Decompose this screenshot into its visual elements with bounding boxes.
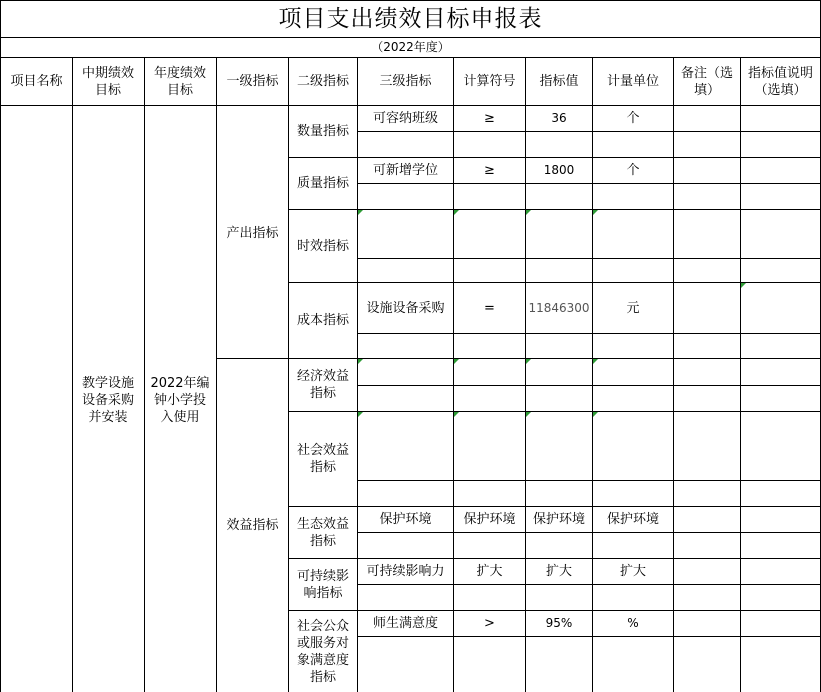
level2-social: 社会效益指标 — [296, 443, 349, 475]
ecological-symbol: 保护环境 — [463, 512, 516, 527]
quality-symbol: ≥ — [484, 163, 495, 178]
ecological-indicator: 保护环境 — [379, 512, 432, 527]
level2-ecological: 生态效益指标 — [296, 516, 349, 549]
cell-marker — [454, 359, 459, 364]
ecological-unit: 保护环境 — [606, 512, 659, 527]
cell-marker — [741, 283, 746, 288]
header-value: 指标值 — [539, 74, 579, 89]
mid-target-cell: 教学设施设备采购并安装 — [81, 375, 134, 425]
cell-marker — [593, 359, 598, 364]
cell-marker — [358, 412, 363, 417]
quantity-indicator: 可容纳班级 — [372, 111, 438, 126]
header-annual-target: 年度绩效目标 — [153, 65, 206, 98]
year-label: （2022年度） — [371, 40, 450, 54]
level2-timeliness: 时效指标 — [296, 238, 349, 254]
cost-symbol: = — [484, 300, 495, 316]
cost-unit: 元 — [626, 300, 640, 316]
ecological-value: 保护环境 — [532, 512, 585, 527]
cell-marker — [358, 359, 363, 364]
cell-marker — [593, 210, 598, 215]
cost-indicator: 设施设备采购 — [366, 300, 445, 316]
satisfaction-symbol: > — [484, 616, 495, 631]
annual-target-cell: 2022年编钟小学投入使用 — [150, 375, 210, 425]
cell-marker — [358, 210, 363, 215]
cell-marker — [593, 412, 598, 417]
cell-marker — [454, 210, 459, 215]
quantity-unit: 个 — [626, 111, 640, 126]
level2-quality: 质量指标 — [296, 176, 349, 191]
header-unit: 计量单位 — [606, 74, 659, 89]
header-mid-target: 中期绩效目标 — [81, 65, 134, 98]
level2-economic: 经济效益指标 — [296, 369, 349, 401]
header-level3: 三级指标 — [379, 74, 432, 89]
header-remark: 备注（选填） — [680, 65, 733, 98]
quantity-symbol: ≥ — [484, 111, 495, 126]
level2-satisfaction: 社会公众或服务对象满意度指标 — [296, 619, 349, 685]
level2-quantity: 数量指标 — [296, 124, 349, 139]
satisfaction-indicator: 师生满意度 — [372, 616, 438, 631]
cost-value: 11846300 — [528, 300, 590, 315]
quantity-value: 36 — [551, 111, 567, 125]
quality-unit: 个 — [626, 163, 640, 178]
sustain-unit: 扩大 — [619, 564, 646, 579]
level2-cost: 成本指标 — [296, 313, 349, 328]
cell-marker — [526, 210, 531, 215]
header-level2: 二级指标 — [296, 74, 349, 89]
sustain-indicator: 可持续影响力 — [366, 564, 445, 579]
cell-marker — [526, 359, 531, 364]
level1-benefit: 效益指标 — [226, 517, 279, 533]
header-symbol: 计算符号 — [463, 74, 516, 89]
page-title: 项目支出绩效目标申报表 — [278, 5, 543, 32]
level1-output: 产出指标 — [226, 225, 279, 241]
satisfaction-value: 95% — [545, 616, 573, 630]
satisfaction-unit: % — [627, 616, 639, 630]
quality-indicator: 可新增学位 — [372, 163, 438, 178]
sustain-symbol: 扩大 — [476, 564, 503, 579]
quality-value: 1800 — [543, 163, 575, 177]
cell-marker — [526, 412, 531, 417]
cell-marker — [454, 412, 459, 417]
header-project-name: 项目名称 — [10, 74, 63, 89]
level2-sustain: 可持续影响指标 — [296, 568, 349, 601]
sustain-value: 扩大 — [545, 564, 572, 579]
header-level1: 一级指标 — [226, 74, 279, 89]
header-explain: 指标值说明（选填） — [747, 65, 813, 98]
